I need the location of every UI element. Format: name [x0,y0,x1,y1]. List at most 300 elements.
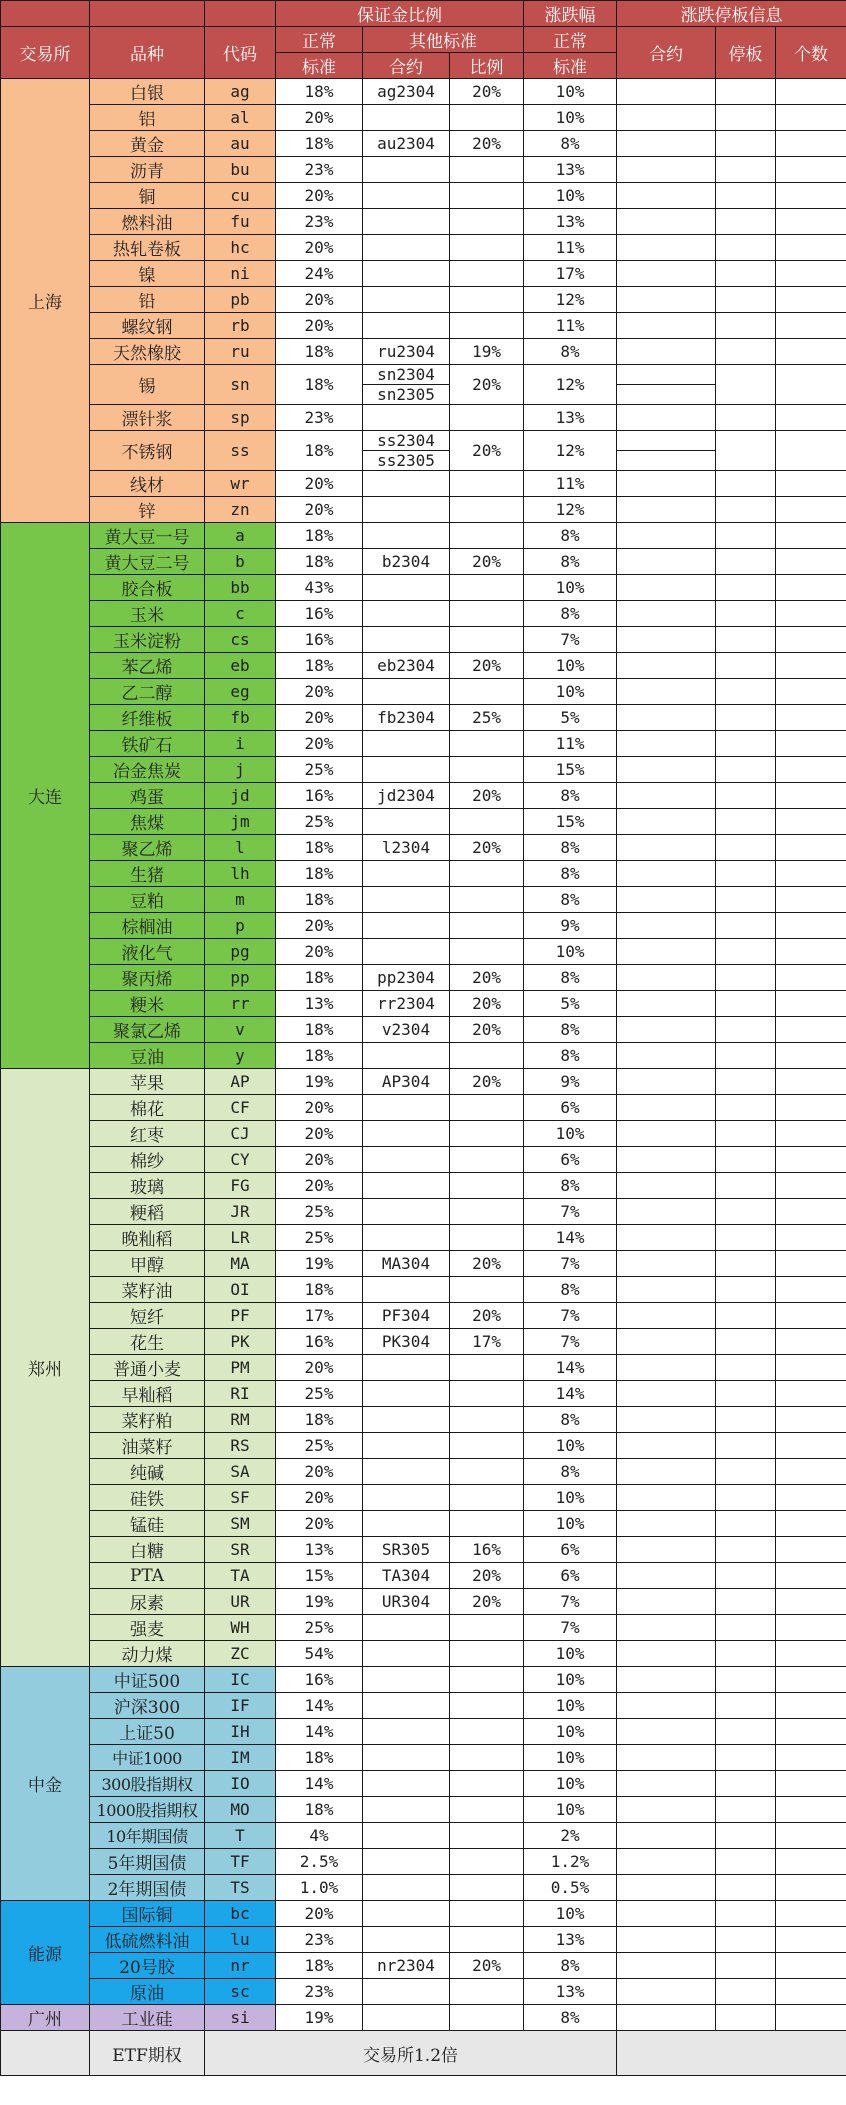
info-contract-cell [617,835,716,861]
code-cell: ni [205,261,276,287]
ratio-cell [450,913,524,939]
code-cell: pp [205,965,276,991]
table-row [1,835,846,861]
contract-cell: SR305 [363,1537,450,1563]
info-count-cell [776,1329,846,1355]
info-count-cell [776,1485,846,1511]
info-stop-cell [716,1225,776,1251]
table-row [1,913,846,939]
table-row [1,235,846,261]
margin-cell: 18% [276,1407,363,1433]
limit-cell: 9% [524,1069,617,1095]
info-stop-cell [716,497,776,523]
info-stop-cell [716,523,776,549]
variety-cell: 中证500 [90,1667,205,1693]
info-count-cell [776,627,846,653]
variety-cell: 燃料油 [90,209,205,235]
table-row [1,1095,846,1121]
info-stop-cell [716,1693,776,1719]
limit-cell: 6% [524,1537,617,1563]
table-row [1,1589,846,1615]
margin-cell: 20% [276,313,363,339]
info-count-cell [776,1979,846,2005]
info-count-cell [776,1953,846,1979]
margin-cell: 18% [276,523,363,549]
limit-cell: 8% [524,1173,617,1199]
margin-cell: 18% [276,1797,363,1823]
contract-cell [363,523,450,549]
info-stop-cell [716,209,776,235]
info-count-cell [776,2005,846,2031]
info-count-cell [776,1121,846,1147]
limit-cell: 8% [524,549,617,575]
variety-cell: 原油 [90,1979,205,2005]
contract-cell: ss2304 [363,431,450,451]
variety-cell: 镍 [90,261,205,287]
variety-cell: 5年期国债 [90,1849,205,1875]
table-row [1,1875,846,1901]
header-limit-standard: 标准 [524,53,617,79]
code-cell: ru [205,339,276,365]
margin-cell: 20% [276,471,363,497]
code-cell: p [205,913,276,939]
limit-cell: 10% [524,1901,617,1927]
info-contract-cell [617,1693,716,1719]
info-contract-cell [617,679,716,705]
code-cell: wr [205,471,276,497]
ratio-cell [450,601,524,627]
ratio-cell [450,1459,524,1485]
table-row [1,1979,846,2005]
info-contract-cell [617,861,716,887]
variety-cell: 粳米 [90,991,205,1017]
limit-cell: 13% [524,209,617,235]
info-contract-cell [617,783,716,809]
limit-cell: 11% [524,471,617,497]
info-stop-cell [716,1641,776,1667]
info-stop-cell [716,1927,776,1953]
margin-cell: 20% [276,1355,363,1381]
margin-cell: 18% [276,835,363,861]
limit-cell: 10% [524,1667,617,1693]
variety-cell: 聚乙烯 [90,835,205,861]
ratio-cell [450,2005,524,2031]
info-count-cell [776,431,846,471]
ratio-cell: 20% [450,1953,524,1979]
code-cell: SA [205,1459,276,1485]
contract-cell: v2304 [363,1017,450,1043]
ratio-cell [450,1693,524,1719]
contract-cell [363,1927,450,1953]
info-contract-cell [617,339,716,365]
variety-cell: 锌 [90,497,205,523]
info-stop-cell [716,1251,776,1277]
info-contract-cell [617,1615,716,1641]
info-stop-cell [716,431,776,471]
margin-cell: 20% [276,913,363,939]
ratio-cell [450,1381,524,1407]
info-contract-cell [617,157,716,183]
margin-cell: 25% [276,1615,363,1641]
info-contract-cell [617,1901,716,1927]
info-stop-cell [716,261,776,287]
ratio-cell [450,183,524,209]
variety-cell: 10年期国债 [90,1823,205,1849]
margin-cell: 25% [276,1225,363,1251]
margin-cell: 23% [276,157,363,183]
variety-cell: 白糖 [90,1537,205,1563]
info-contract-cell [617,1329,716,1355]
limit-cell: 11% [524,235,617,261]
exchange-cell-zhongjin: 中金 [1,1667,90,1901]
code-cell: cu [205,183,276,209]
info-count-cell [776,1589,846,1615]
code-cell: UR [205,1589,276,1615]
margin-cell: 4% [276,1823,363,1849]
table-row [1,131,846,157]
info-count-cell [776,731,846,757]
ratio-cell [450,1199,524,1225]
info-stop-cell [716,1537,776,1563]
table-row [1,1355,846,1381]
info-stop-cell [716,757,776,783]
variety-cell: 短纤 [90,1303,205,1329]
ratio-cell: 20% [450,835,524,861]
table-row [1,731,846,757]
table-row [1,1667,846,1693]
header-blank [205,1,276,27]
code-cell: PM [205,1355,276,1381]
info-contract-cell [617,939,716,965]
contract-cell [363,1641,450,1667]
info-stop-cell [716,1095,776,1121]
limit-cell: 17% [524,261,617,287]
table-row [1,1121,846,1147]
variety-cell: 胶合板 [90,575,205,601]
variety-cell: 铝 [90,105,205,131]
code-cell: SM [205,1511,276,1537]
margin-cell: 13% [276,1537,363,1563]
info-stop-cell [716,1979,776,2005]
ratio-cell [450,1719,524,1745]
contract-cell [363,261,450,287]
header-row-2 [1,27,846,53]
info-contract-cell [617,991,716,1017]
variety-cell: 晚籼稻 [90,1225,205,1251]
info-stop-cell [716,157,776,183]
limit-cell: 8% [524,339,617,365]
info-contract-cell [617,1355,716,1381]
footer-blank [1,2031,90,2076]
limit-cell: 12% [524,287,617,313]
margin-cell: 18% [276,1277,363,1303]
limit-cell: 15% [524,809,617,835]
info-stop-cell [716,653,776,679]
contract-cell: sn2304 [363,365,450,385]
info-count-cell [776,209,846,235]
ratio-cell: 25% [450,705,524,731]
code-cell: eb [205,653,276,679]
table-row [1,183,846,209]
variety-cell: 工业硅 [90,2005,205,2031]
contract-cell: ag2304 [363,79,450,105]
info-contract-cell [617,1225,716,1251]
margin-cell: 2.5% [276,1849,363,1875]
info-contract-cell [617,385,716,405]
code-cell: j [205,757,276,783]
variety-cell: 黄大豆一号 [90,523,205,549]
info-count-cell [776,1069,846,1095]
contract-cell [363,601,450,627]
table-row [1,549,846,575]
table-row [1,1771,846,1797]
limit-cell: 13% [524,1979,617,2005]
info-contract-cell [617,1251,716,1277]
contract-cell: nr2304 [363,1953,450,1979]
variety-cell: 乙二醇 [90,679,205,705]
limit-cell: 7% [524,1303,617,1329]
info-count-cell [776,1641,846,1667]
info-stop-cell [716,1043,776,1069]
code-cell: IM [205,1745,276,1771]
table-row [1,705,846,731]
limit-cell: 8% [524,965,617,991]
info-count-cell [776,131,846,157]
code-cell: bu [205,157,276,183]
margin-cell: 20% [276,679,363,705]
code-cell: RI [205,1381,276,1407]
contract-cell [363,809,450,835]
ratio-cell [450,157,524,183]
header-limit-normal: 正常 [524,27,617,53]
margin-cell: 20% [276,1147,363,1173]
limit-cell: 12% [524,497,617,523]
limit-cell: 6% [524,1095,617,1121]
code-cell: JR [205,1199,276,1225]
margin-cell: 20% [276,1459,363,1485]
margin-cell: 18% [276,653,363,679]
margin-cell: 18% [276,965,363,991]
ratio-cell [450,809,524,835]
info-count-cell [776,1849,846,1875]
margin-cell: 13% [276,991,363,1017]
contract-cell [363,471,450,497]
info-count-cell [776,1277,846,1303]
table-row [1,313,846,339]
limit-cell: 10% [524,1121,617,1147]
limit-cell: 13% [524,405,617,431]
exchange-cell-nengyuan: 能源 [1,1901,90,2005]
table-row [1,1953,846,1979]
contract-cell-2: ss2305 [363,451,450,471]
table-row [1,1459,846,1485]
exchange-cell-shanghai: 上海 [1,79,90,523]
code-cell: IO [205,1771,276,1797]
margin-cell: 18% [276,431,363,471]
ratio-cell [450,731,524,757]
ratio-cell: 16% [450,1537,524,1563]
table-row [1,497,846,523]
code-cell: RM [205,1407,276,1433]
info-contract-cell [617,1875,716,1901]
info-stop-cell [716,1381,776,1407]
ratio-cell [450,1433,524,1459]
limit-cell: 10% [524,939,617,965]
margin-cell: 19% [276,1251,363,1277]
header-limit-group: 涨跌幅 [524,1,617,27]
info-contract-cell [617,1511,716,1537]
limit-cell: 7% [524,1251,617,1277]
margin-cell: 20% [276,1121,363,1147]
variety-cell: 硅铁 [90,1485,205,1511]
ratio-cell [450,105,524,131]
code-cell: fb [205,705,276,731]
variety-cell: 焦煤 [90,809,205,835]
ratio-cell [450,1875,524,1901]
info-count-cell [776,991,846,1017]
limit-cell: 10% [524,1719,617,1745]
info-count-cell [776,1797,846,1823]
code-cell: ss [205,431,276,471]
info-contract-cell [617,653,716,679]
info-stop-cell [716,1355,776,1381]
variety-cell: 聚氯乙烯 [90,1017,205,1043]
margin-cell: 14% [276,1693,363,1719]
variety-cell: 苯乙烯 [90,653,205,679]
code-cell: IC [205,1667,276,1693]
contract-cell [363,183,450,209]
table-row [1,1901,846,1927]
contract-cell [363,1173,450,1199]
margin-cell: 15% [276,1563,363,1589]
code-cell: WH [205,1615,276,1641]
table-row [1,1563,846,1589]
contract-cell [363,1849,450,1875]
info-count-cell [776,1147,846,1173]
ratio-cell [450,313,524,339]
ratio-cell: 20% [450,965,524,991]
header-blank [90,1,205,27]
limit-cell: 14% [524,1381,617,1407]
header-limit-info-group: 涨跌停板信息 [617,1,846,27]
header-contract: 合约 [363,53,450,79]
info-stop-cell [716,809,776,835]
table-row [1,653,846,679]
contract-cell: l2304 [363,835,450,861]
contract-cell-2: sn2305 [363,385,450,405]
info-stop-cell [716,991,776,1017]
info-count-cell [776,183,846,209]
contract-cell [363,1459,450,1485]
table-row [1,1719,846,1745]
exchange-cell-guangzhou: 广州 [1,2005,90,2031]
table-row [1,471,846,497]
info-stop-cell [716,1823,776,1849]
contract-cell [363,679,450,705]
limit-cell: 5% [524,705,617,731]
ratio-cell: 20% [450,131,524,157]
variety-cell: 铅 [90,287,205,313]
info-count-cell [776,1615,846,1641]
info-contract-cell [617,1095,716,1121]
limit-cell: 15% [524,757,617,783]
limit-cell: 8% [524,887,617,913]
limit-cell: 13% [524,1927,617,1953]
variety-cell: 1000股指期权 [90,1797,205,1823]
header-info-count: 个数 [776,27,846,79]
variety-cell: 油菜籽 [90,1433,205,1459]
margin-cell: 20% [276,235,363,261]
contract-cell [363,1043,450,1069]
info-contract-cell [617,1433,716,1459]
table-row [1,1069,846,1095]
table-row [1,79,846,105]
table-row [1,1615,846,1641]
limit-cell: 7% [524,627,617,653]
ratio-cell [450,1485,524,1511]
info-stop-cell [716,1563,776,1589]
info-count-cell [776,261,846,287]
limit-cell: 8% [524,1277,617,1303]
info-stop-cell [716,1589,776,1615]
margin-cell: 20% [276,1485,363,1511]
code-cell: sp [205,405,276,431]
header-exchange: 交易所 [1,27,90,79]
contract-cell [363,2005,450,2031]
info-stop-cell [716,1953,776,1979]
margin-cell: 16% [276,783,363,809]
variety-cell: PTA [90,1563,205,1589]
info-stop-cell [716,1199,776,1225]
info-stop-cell [716,1433,776,1459]
contract-cell: jd2304 [363,783,450,809]
ratio-cell [450,861,524,887]
limit-cell: 10% [524,679,617,705]
info-contract-cell [617,1797,716,1823]
limit-cell: 5% [524,991,617,1017]
info-contract-cell [617,209,716,235]
info-contract-cell [617,313,716,339]
contract-cell [363,1667,450,1693]
ratio-cell [450,575,524,601]
info-contract-cell [617,523,716,549]
info-stop-cell [716,1849,776,1875]
code-cell: MA [205,1251,276,1277]
code-cell: pg [205,939,276,965]
table-row [1,431,846,451]
limit-cell: 10% [524,1797,617,1823]
contract-cell [363,1277,450,1303]
contract-cell [363,1355,450,1381]
header-blank [1,1,90,27]
info-contract-cell [617,1303,716,1329]
ratio-cell [450,1147,524,1173]
ratio-cell [450,405,524,431]
ratio-cell [450,1511,524,1537]
table-row [1,1225,846,1251]
variety-cell: 强麦 [90,1615,205,1641]
limit-cell: 10% [524,1433,617,1459]
info-contract-cell [617,731,716,757]
variety-cell: 尿素 [90,1589,205,1615]
ratio-cell: 20% [450,991,524,1017]
table-row [1,1641,846,1667]
header-info-contract: 合约 [617,27,716,79]
info-contract-cell [617,809,716,835]
contract-cell: AP304 [363,1069,450,1095]
ratio-cell [450,1797,524,1823]
limit-cell: 10% [524,79,617,105]
